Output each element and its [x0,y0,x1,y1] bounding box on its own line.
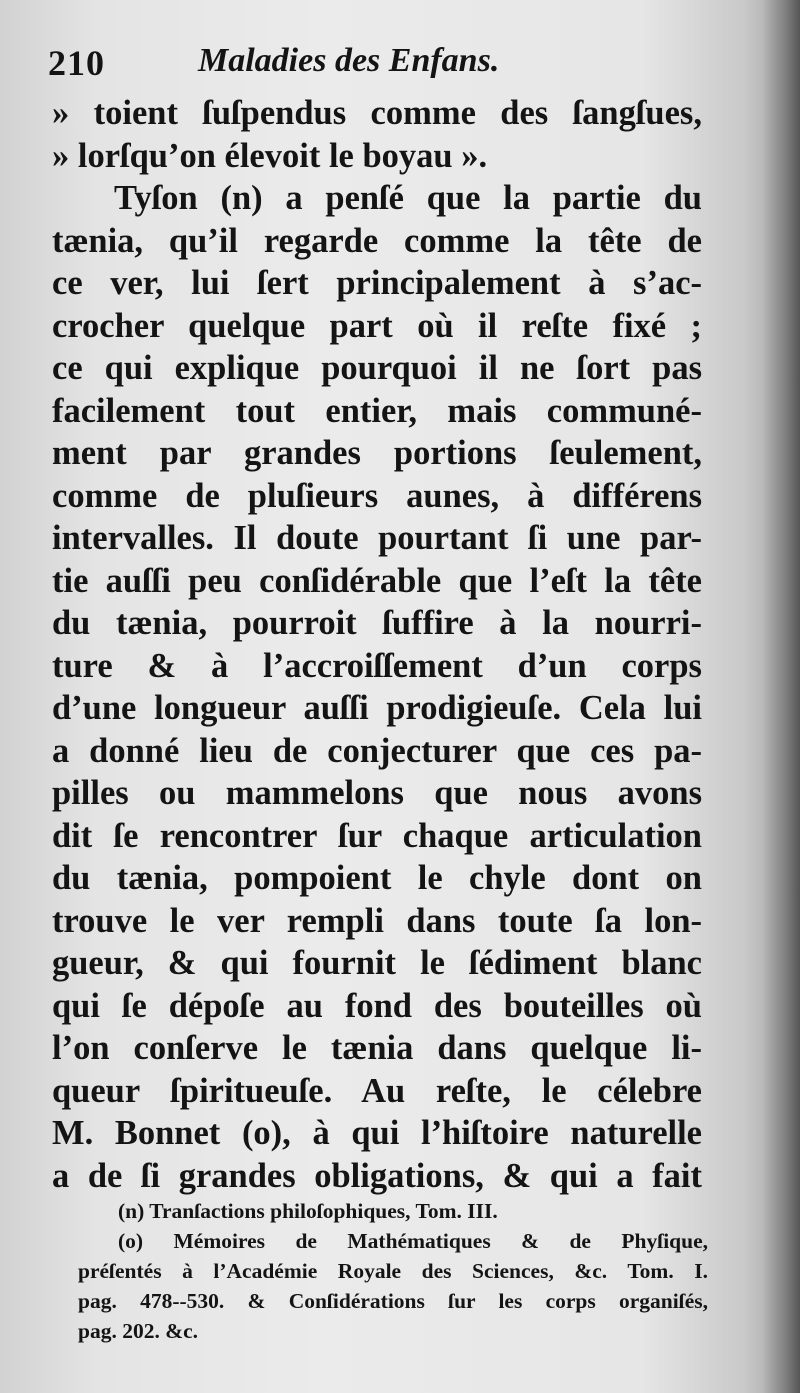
text-line: comme de pluſieurs aunes, à différens [52,476,702,515]
text-line: l’on conſerve le tænia dans quelque li- [52,1029,702,1067]
footnote-line: préſentés à l’Académie Royale des Sciences, &c. Tom. I. [78,1259,708,1283]
text-line: Tyſon (n) a penſé que la partie du [114,179,702,217]
footnote-n: (n) Tranſactions philoſophiques, Tom. III. [118,1199,498,1223]
body-text [52,92,702,1197]
text-line: dit ſe rencontrer ſur chaque articulation [52,816,702,855]
text-line: qui ſe dépoſe au fond des bouteilles où [52,986,702,1025]
text-line: pilles ou mammelons que nous avons [52,774,702,812]
text-line: » lorſqu’on élevoit le boyau ». [52,136,488,175]
text-line: » toient ſuſpendus comme des ſangſues, [52,94,702,132]
footnote-line: pag. 478--530. & Conſidérations ſur les corps organiſés, [78,1289,708,1313]
text-line: a de ſi grandes obligations, & qui a fait [52,1156,702,1195]
page-number: 210 [48,43,105,83]
text-line: intervalles. Il doute pourtant ſi une par- [52,519,702,557]
running-title: Maladies des Enfans. [198,42,500,79]
text-line: a donné lieu de conjecturer que ces pa- [52,731,702,770]
text-line: tænia, qu’il regarde comme la tête de [52,221,702,260]
text-line: ment par grandes portions ſeulement, [52,434,702,472]
text-line: ce ver, lui ſert principalement à s’ac- [52,264,702,302]
page-edge-shadow [762,0,800,1393]
page-header [48,42,748,92]
text-line: crocher quelque part où il reſte fixé ; [52,306,702,345]
text-line: queur ſpiritueuſe. Au reſte, le célebre [52,1071,702,1110]
footnote-line: pag. 202. &c. [78,1319,199,1343]
text-line: ce qui explique pourquoi il ne ſort pas [52,349,702,387]
text-line: du tænia, pourroit ſuffire à la nourri- [52,604,702,642]
text-line: ture & à l’accroiſſement d’un corps [52,646,702,685]
footnotes [78,1196,708,1346]
text-line: facilement tout entier, mais communé- [52,391,702,430]
text-line: d’une longueur auſſi prodigieuſe. Cela lui [52,689,702,727]
footnote-o: (o) Mémoires de Mathématiques & de Phyſique, [118,1229,708,1253]
text-line: du tænia, pompoient le chyle dont on [52,859,702,897]
text-line: gueur, & qui fournit le ſédiment blanc [52,944,702,982]
text-line: tie auſſi peu conſidérable que l’eſt la tête [52,561,702,600]
text-line: M. Bonnet (o), à qui l’hiſtoire naturelle [52,1114,702,1152]
text-line: trouve le ver rempli dans toute ſa lon- [52,901,702,940]
